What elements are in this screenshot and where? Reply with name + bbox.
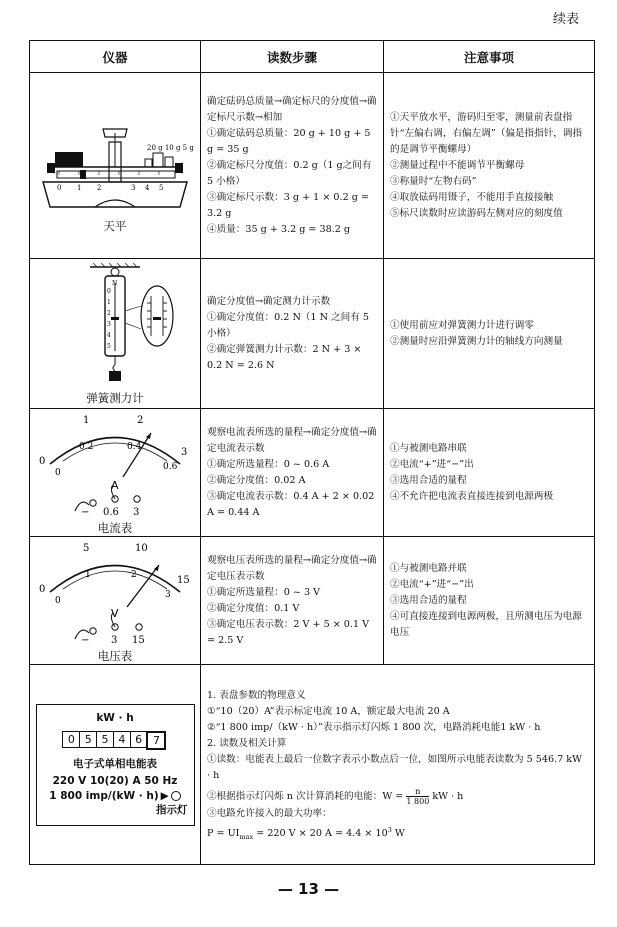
balance-cell xyxy=(30,73,201,259)
meter-text-line: ①“10（20）A”表示标定电流 10 A，额定最大电流 20 A xyxy=(207,705,450,717)
tick-label: 2 xyxy=(107,310,111,317)
terminal-label: 3 xyxy=(133,507,140,518)
note-line: ④可直接连接到电源两极，且所测电压为电源电压 xyxy=(390,610,582,638)
tick-label: 5 xyxy=(107,343,111,350)
scale-label: 0.2 xyxy=(79,442,94,452)
indicator-lamp-icon xyxy=(171,791,181,801)
meter-digit: 5 xyxy=(96,731,114,748)
instrument-table xyxy=(29,40,595,865)
step-line: ①确定所选量程：0 ~ 0.6 A xyxy=(207,458,330,470)
note-line: ②测量时应沿弹簧测力计的轴线方向测量 xyxy=(390,335,563,347)
steps-cell xyxy=(201,259,384,409)
meter-digit: 5 xyxy=(79,731,97,748)
note-line: ①与被测电路并联 xyxy=(390,562,467,574)
table-row xyxy=(30,665,595,865)
scale-label: 0 xyxy=(39,584,46,595)
meter-text-line: 1. 表盘参数的物理意义 xyxy=(207,689,306,701)
power-subscript: max xyxy=(239,833,254,842)
power-result: = 220 V × 20 A = 4.4 × 10 xyxy=(253,828,388,840)
scale-label: 5 xyxy=(83,543,90,554)
meter-digit: 0 xyxy=(62,731,80,748)
formula-denominator: 1 800 xyxy=(406,796,430,806)
formula-suffix: kW · h xyxy=(432,790,464,802)
terminal-label: 3 xyxy=(111,635,118,646)
scale-label: 1 xyxy=(85,570,91,580)
meter-imp: 1 800 imp/(kW · h) xyxy=(49,789,159,802)
table-header-row xyxy=(30,41,595,73)
energy-formula xyxy=(207,787,588,806)
page-number: — 13 — xyxy=(277,880,340,898)
column-header-steps: 读数步骤 xyxy=(201,41,384,73)
terminal-label: − xyxy=(81,635,90,646)
terminal-label: 15 xyxy=(132,635,145,646)
terminal-label: 0.6 xyxy=(103,507,119,518)
balance-figure xyxy=(35,97,195,217)
step-line: ①确定分度值：0.2 N（1 N 之间有 5 小格） xyxy=(207,311,369,339)
step-line: ②确定分度值：0.02 A xyxy=(207,474,306,486)
step-line: 确定砝码总质量→确定标尺的分度值→确定标尺示数→相加 xyxy=(207,95,377,123)
instrument-name: 电压表 xyxy=(97,649,133,663)
voltmeter-figure xyxy=(35,537,195,647)
step-line: 观察电流表所选的量程→确定分度值→确定电流表示数 xyxy=(207,426,377,454)
scale-label: 0 xyxy=(39,456,46,467)
energy-meter-figure xyxy=(36,704,195,826)
formula-fraction xyxy=(406,787,429,806)
unit-label: A xyxy=(111,479,119,492)
note-line: ③选用合适的量程 xyxy=(390,594,467,606)
note-line: ①天平放水平，游码归至零，测量前表盘指针“左偏右调，右偏左调”（偏是指指针，调指的是调节平衡螺母） xyxy=(390,111,583,155)
continued-label: 续表 xyxy=(552,12,579,27)
formula-numerator: n xyxy=(406,787,429,797)
note-line: ④不允许把电流表直接连接到电源两极 xyxy=(390,490,554,502)
power-unit: W xyxy=(391,828,405,840)
scale-label: 2 xyxy=(131,570,137,580)
scale-label: 0.6 xyxy=(163,462,178,472)
steps-cell xyxy=(201,537,384,665)
note-line: ②电流“+”进“−”出 xyxy=(390,578,474,590)
note-line: ①使用前应对弹簧测力计进行调零 xyxy=(390,319,534,331)
note-line: ②电流“+”进“−”出 xyxy=(390,458,474,470)
step-line: ①确定砝码总质量：20 g + 10 g + 5 g = 35 g xyxy=(207,127,371,155)
meter-digit: 6 xyxy=(130,731,148,748)
meter-unit: kW · h xyxy=(96,711,134,724)
meter-imp-row xyxy=(43,790,188,802)
column-header-notes: 注意事项 xyxy=(384,41,595,73)
step-line: ①确定所选量程：0 ~ 3 V xyxy=(207,586,321,598)
step-line: 确定分度值→确定测力计示数 xyxy=(207,295,331,307)
scale-label: 0 xyxy=(55,468,61,478)
scale-label: 0 xyxy=(55,596,61,606)
scale-label: 0 xyxy=(57,184,62,192)
meter-digits xyxy=(43,731,188,750)
meter-title: 电子式单相电能表 xyxy=(73,757,157,770)
steps-cell xyxy=(201,73,384,259)
scale-label: 15 xyxy=(177,575,190,586)
scale-label: 0.4 xyxy=(127,442,142,452)
weights-label: 20 g 10 g 5 g xyxy=(147,144,194,152)
step-line: ②确定标尺分度值：0.2 g（1 g之间有 5 小格） xyxy=(207,159,372,187)
power-exponent: 3 xyxy=(387,825,392,834)
power-formula xyxy=(207,822,588,845)
tick-label: 3 xyxy=(107,321,111,328)
ammeter-figure xyxy=(35,409,195,519)
notes-cell xyxy=(384,259,595,409)
step-line: ③确定电流表示数：0.4 A + 2 × 0.02 A = 0.44 A xyxy=(207,490,375,518)
spring-scale-cell xyxy=(30,259,201,409)
instrument-name: 天平 xyxy=(103,219,127,233)
step-line: ③确定电压表示数：2 V + 5 × 0.1 V = 2.5 V xyxy=(207,618,370,646)
formula-prefix: ②根据指示灯闪烁 n 次计算消耗的电能：W = xyxy=(207,790,404,802)
scale-label: 2 xyxy=(97,184,102,192)
table-row xyxy=(30,73,595,259)
voltmeter-cell xyxy=(30,537,201,665)
notes-cell xyxy=(384,537,595,665)
spring-scale-figure xyxy=(35,261,195,389)
notes-cell xyxy=(384,73,595,259)
scale-label: 2 xyxy=(137,415,144,426)
energy-meter-cell xyxy=(30,665,201,865)
column-header-instrument: 仪器 xyxy=(30,41,201,73)
table-row xyxy=(30,409,595,537)
unit-label: N xyxy=(112,280,118,287)
meter-digit: 7 xyxy=(146,731,166,750)
note-line: ③称量时“左物右码” xyxy=(390,175,477,187)
step-line: ②确定弹簧测力计示数：2 N + 3 × 0.2 N = 2.6 N xyxy=(207,343,362,371)
tick-label: 4 xyxy=(107,332,111,339)
ammeter-cell xyxy=(30,409,201,537)
meter-text-line: 2. 读数及相关计算 xyxy=(207,737,287,749)
steps-cell xyxy=(201,409,384,537)
table-row xyxy=(30,537,595,665)
scale-label: 1 xyxy=(83,415,90,426)
power-formula-main: P = UI xyxy=(207,828,240,840)
scale-label: 10 xyxy=(135,543,148,554)
scale-label: 3 xyxy=(131,184,136,192)
note-line: ①与被测电路串联 xyxy=(390,442,467,454)
terminal-label: − xyxy=(81,507,90,518)
lamp-arrow-icon: ▶ xyxy=(160,789,169,802)
meter-rating: 220 V 10(20) A 50 Hz xyxy=(52,774,178,787)
note-line: ②测量过程中不能调节平衡螺母 xyxy=(390,159,525,171)
instrument-name: 电流表 xyxy=(97,521,133,535)
table-row xyxy=(30,259,595,409)
note-line: ③选用合适的量程 xyxy=(390,474,467,486)
step-line: 观察电压表所选的量程→确定分度值→确定电压表示数 xyxy=(207,554,377,582)
instrument-name: 弹簧测力计 xyxy=(86,391,144,405)
step-line: ③确定标尺示数：3 g + 1 × 0.2 g = 3.2 g xyxy=(207,191,369,219)
note-line: ⑤标尺读数时应读游码左侧对应的刻度值 xyxy=(390,207,563,219)
step-line: ②确定分度值：0.1 V xyxy=(207,602,300,614)
step-line: ④质量：35 g + 3.2 g = 38.2 g xyxy=(207,223,351,235)
scale-label: 1 xyxy=(77,184,82,192)
meter-lamp-label: 指示灯 xyxy=(156,803,188,816)
tick-label: 0 xyxy=(107,288,111,295)
scale-label: 3 xyxy=(165,590,171,600)
meter-notes-cell xyxy=(201,665,595,865)
power-label: ③电路允许接入的最大功率： xyxy=(207,807,332,819)
notes-cell xyxy=(384,409,595,537)
scale-label: 5 xyxy=(159,184,164,192)
meter-digit: 4 xyxy=(113,731,131,748)
scale-label: 4 xyxy=(145,184,150,192)
tick-label: 1 xyxy=(107,299,111,306)
scale-label: 3 xyxy=(181,447,188,458)
unit-label: V xyxy=(111,607,119,620)
meter-text-line: ②“1 800 imp/（kW · h）”表示指示灯闪烁 1 800 次，电路消耗电能1 kW · h xyxy=(207,721,541,733)
meter-text-line: ①读数：电能表上最后一位数字表示小数点后一位，如图所示电能表读数为 5 546.7 kW · h xyxy=(207,753,582,781)
note-line: ④取放砝码用镊子，不能用手直接接触 xyxy=(390,191,554,203)
